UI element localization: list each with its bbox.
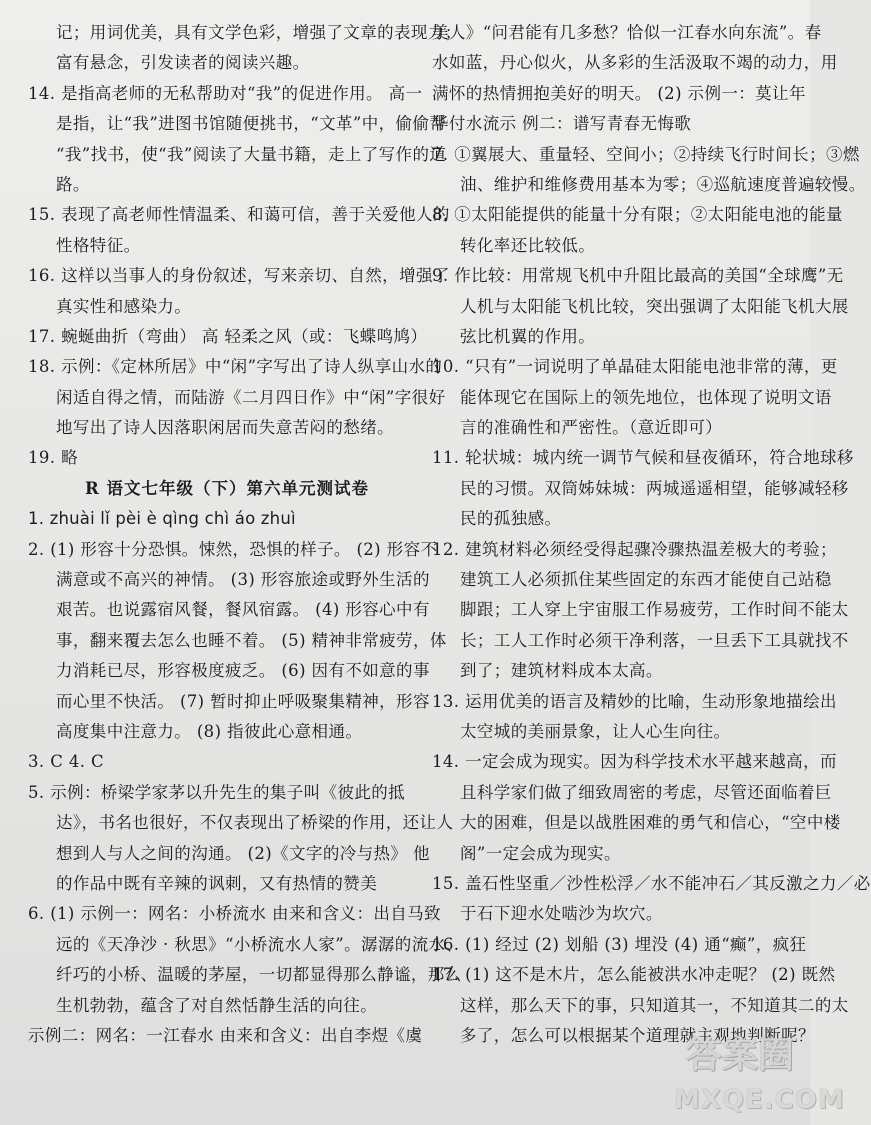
answer-line: 14. 是指高老师的无私帮助对“我”的促进作用。 高一 xyxy=(28,83,423,103)
answer-line: 弦比机翼的作用。 xyxy=(460,326,596,346)
answer-line: 真实性和感染力。 xyxy=(56,296,192,316)
answer-line: 是指，让“我”进图书馆随便挑书，“文革”中，偷偷帮 xyxy=(56,114,447,134)
answer-line: 15. 盖石性坚重／沙性松浮／水不能冲石／其反激之力／必 xyxy=(432,873,871,893)
answer-line: 7. ①翼展大、重量轻、空间小；②持续飞行时间长；③燃 xyxy=(432,144,860,164)
answer-line: 路。 xyxy=(56,174,90,194)
answer-line: 12. 建筑材料必须经受得起骤冷骤热温差极大的考验； xyxy=(432,539,837,559)
answer-line: 19. 略 xyxy=(28,448,78,468)
answer-line: 力消耗已尽，形容极度疲乏。 (6) 因有不如意的事 xyxy=(56,661,430,681)
section-title: R 语文七年级（下）第六单元测试卷 xyxy=(85,478,369,498)
answer-line: 15. 表现了高老师性情温柔、和蔼可信，善于关爱他人的 xyxy=(28,205,450,225)
answer-line: 事，翻来覆去怎么也睡不着。 (5) 精神非常疲劳，体 xyxy=(56,630,447,650)
answer-line: 的作品中既有辛辣的讽刺，又有热情的赞美 xyxy=(56,873,378,893)
watermark-logo: 答案圈 xyxy=(685,1035,794,1076)
watermark-site: MXQE.COM xyxy=(674,1085,845,1115)
answer-line: 达》，书名也很好，不仅表现出了桥梁的作用，还让人 xyxy=(56,813,454,833)
answer-line: 闲适自得之情，而陆游《二月四日作》中“闲”字很好 xyxy=(56,387,446,407)
answer-line: 6. (1) 示例一：网名：小桥流水 由来和含义：出自马致 xyxy=(28,904,441,924)
answer-line: 纤巧的小桥、温暖的茅屋，一切都显得那么静谧，那么 xyxy=(56,965,462,985)
watermark xyxy=(674,1027,845,1115)
answer-line: 13. 运用优美的语言及精妙的比喻，生动形象地描绘出 xyxy=(432,691,837,711)
answer-line: 且科学家们做了细致周密的考虑，尽管还面临着巨 xyxy=(460,782,832,802)
answer-line: 太空城的美丽景象，让人心生向往。 xyxy=(460,721,731,741)
answer-line: 华付水流示 例二：谱写青春无悔歌 xyxy=(432,114,692,134)
answer-line: 脚跟；工人穿上宇宙服工作易疲劳，工作时间不能太 xyxy=(460,600,849,620)
right-column xyxy=(432,18,871,1051)
answer-line: 3. C 4. C xyxy=(28,752,105,772)
answer-line: 多了，怎么可以根据某个道理就主观地判断呢？ xyxy=(460,1025,815,1045)
answer-line: 远的《天净沙 · 秋思》“小桥流水人家”。潺潺的流水、 xyxy=(56,934,463,954)
answer-line: 大的困难，但是以战胜困难的勇气和信心，“空中楼 xyxy=(460,813,841,833)
answer-line: 2. (1) 形容十分恐惧。悚然，恐惧的样子。 (2) 形容不 xyxy=(28,539,438,559)
answer-line: 油、维护和维修费用基本为零；④巡航速度普遍较慢。 xyxy=(460,174,866,194)
answer-line: 富有悬念，引发读者的阅读兴趣。 xyxy=(56,53,310,73)
left-column xyxy=(28,18,463,1051)
answer-line: 16. 这样以当事人的身份叙述，写来亲切、自然，增强了 xyxy=(28,266,450,286)
answer-line: 这样，那么天下的事，只知道其一，不知道其二的太 xyxy=(460,995,849,1015)
answer-line: 美人》“问君能有几多愁？恰似一江春水向东流”。春 xyxy=(432,23,822,42)
answer-line: 满怀的热情拥抱美好的明天。 (2) 示例一：莫让年 xyxy=(432,83,806,103)
answer-line: 示例二：网名：一江春水 由来和含义：出自李煜《虞 xyxy=(28,1025,423,1045)
answer-line: 而心里不快活。 (7) 暂时抑止呼吸聚集精神，形容 xyxy=(56,691,430,711)
answer-line: 高度集中注意力。 (8) 指彼此心意相通。 xyxy=(56,721,363,741)
answer-line: 人机与太阳能飞机比较，突出强调了太阳能飞机大展 xyxy=(460,296,849,316)
answer-line: 言的准确性和严密性。（意近即可） xyxy=(460,418,723,438)
answer-line: 转化率还比较低。 xyxy=(460,235,596,255)
answer-line: 17. (1) 这不是木片，怎么能被洪水冲走呢？ (2) 既然 xyxy=(432,965,836,985)
answer-line: 10. “只有”一词说明了单晶硅太阳能电池非常的薄，更 xyxy=(432,357,838,377)
answer-line: 民的孤独感。 xyxy=(460,509,562,529)
answer-line: 16. (1) 经过 (2) 划船 (3) 埋没 (4) 通“癫”，疯狂 xyxy=(432,934,807,954)
answer-line: 性格特征。 xyxy=(56,235,141,255)
answer-line: 1. zhuài lǐ pèi è qìng chì áo zhuì xyxy=(28,509,296,529)
answer-line: 能体现它在国际上的领先地位，也体现了说明文语 xyxy=(460,387,832,407)
answer-line: 民的习惯。双筒姊妹城：两城遥遥相望，能够减轻移 xyxy=(460,478,849,498)
answer-line: 地写出了诗人因落职闲居而失意苦闷的愁绪。 xyxy=(56,418,394,438)
answer-line: 18. 示例：《定林所居》中“闲”字写出了诗人纵享山水的 xyxy=(28,357,443,377)
answer-line: 阁”一定会成为现实。 xyxy=(460,843,621,863)
answer-line: 14. 一定会成为现实。因为科学技术水平越来越高，而 xyxy=(432,752,837,772)
answer-line: 5. 示例：桥梁学家茅以升先生的集子叫《彼此的抵 xyxy=(28,782,406,802)
answer-line: 生机勃勃，蕴含了对自然恬静生活的向往。 xyxy=(56,995,378,1015)
answer-line: 17. 蜿蜒曲折（弯曲） 高 轻柔之风（或：飞蝶鸣鸠） xyxy=(28,326,428,346)
answer-line: 9. 作比较：用常规飞机中升阻比最高的美国“全球鹰”无 xyxy=(432,266,844,286)
answer-line: 到了；建筑材料成本太高。 xyxy=(460,661,663,681)
answer-line: 满意或不高兴的神情。 (3) 形容旅途或野外生活的 xyxy=(56,570,430,590)
answer-line: 水如蓝，丹心似火，从多彩的生活汲取不竭的动力，用 xyxy=(432,53,838,73)
answer-line: 长；工人工作时必须干净利落，一旦丢下工具就找不 xyxy=(460,630,849,650)
answer-line: 想到人与人之间的沟通。 (2)《文字的冷与热》 他 xyxy=(56,843,430,863)
answer-line: 于石下迎水处啮沙为坎穴。 xyxy=(460,904,663,924)
answer-line: 建筑工人必须抓住某些固定的东西才能使自己站稳 xyxy=(460,570,832,590)
answer-line: 记；用词优美，具有文学色彩，增强了文章的表现力； xyxy=(56,23,462,42)
answer-line: “我”找书，使“我”阅读了大量书籍，走上了写作的道 xyxy=(56,144,447,164)
answer-line: 11. 轮状城：城内统一调节气候和昼夜循环，符合地球移 xyxy=(432,448,854,468)
answer-line: 艰苦。也说露宿风餐，餐风宿露。 (4) 形容心中有 xyxy=(56,600,430,620)
answer-line: 8. ①太阳能提供的能量十分有限；②太阳能电池的能量 xyxy=(432,205,843,225)
